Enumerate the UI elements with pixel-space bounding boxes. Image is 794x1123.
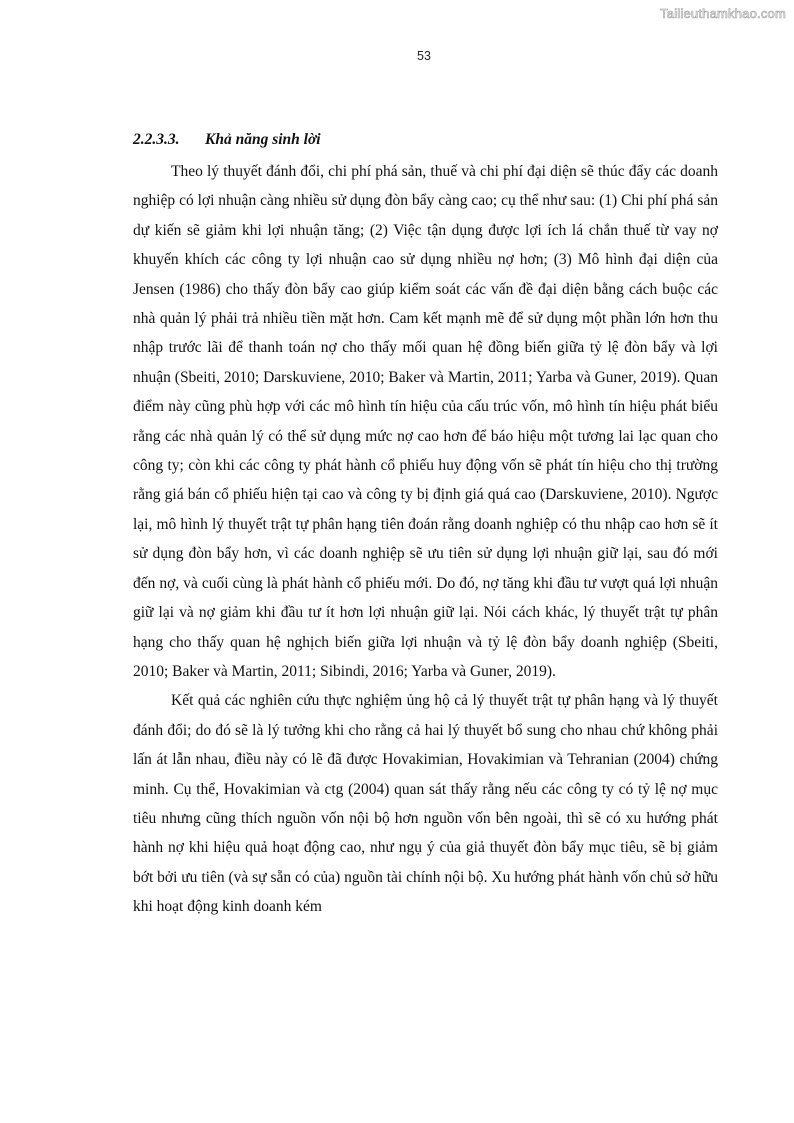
watermark: Tailieuthamkhao.com [660,6,786,21]
section-number: 2.2.3.3. [133,131,180,148]
paragraph: Theo lý thuyết đánh đổi, chi phí phá sản, thuế và chi phí đại diện sẽ thúc đẩy các doanh nghiệp có lợi nhuận càng nhiều sử dụng đòn bẩy càng cao; cụ thể như sau: (1) Chi phí phá sản dự kiến sẽ giảm khi lợi nhuận tăng; (2) Việc tận dụng được lợi ích lá chắn thuế từ vay nợ khuyến khích các công ty lợi nhuận cao sử dụng nhiều nợ hơn; (3) Mô hình đại diện của Jensen (1986) cho thấy đòn bẩy cao giúp kiểm soát các vấn đề đại diện bằng cách buộc các nhà quản lý phải trả nhiều tiền mặt hơn. Cam kết mạnh mẽ để sử dụng một phần lớn hơn thu nhập trước lãi để thanh toán nợ cho thấy mối quan hệ đồng biến giữa tỷ lệ đòn bẩy và lợi nhuận (Sbeiti, 2010; Darskuviene, 2010; Baker và Martin, 2011; Yarba và Guner, 2019). Quan điểm này cũng phù hợp với các mô hình tín hiệu của cấu trúc vốn, mô hình tín hiệu phát biểu rằng các nhà quản lý có thể sử dụng mức nợ cao hơn để báo hiệu một tương lai lạc quan cho công ty; còn khi các công ty phát hành cổ phiếu huy động vốn sẽ phát tín hiệu cho thị trường rằng giá bán cổ phiếu hiện tại cao và công ty bị định giá quá cao (Darskuviene, 2010). Ngược lại, mô hình lý thuyết trật tự phân hạng tiên đoán rằng doanh nghiệp có thu nhập cao hơn sẽ ít sử dụng đòn bẩy hơn, vì các doanh nghiệp sẽ ưu tiên sử dụng lợi nhuận giữ lại, sau đó mới đến nợ, và cuối cùng là phát hành cổ phiếu mới. Do đó, nợ tăng khi đầu tư vượt quá lợi nhuận giữ lại và nợ giảm khi đầu tư ít hơn lợi nhuận giữ lại. Nói cách khác, lý thuyết trật tự phân hạng cho thấy quan hệ nghịch biến giữa lợi nhuận và tỷ lệ đòn bẩy doanh nghiệp (Sbeiti, 2010; Baker và Martin, 2011; Sibindi, 2016; Yarba và Guner, 2019). [133,163,718,680]
section-title: Khả năng sinh lời [205,131,321,148]
page-number: 53 [417,49,431,63]
document-body [133,130,718,922]
section-heading [133,130,718,149]
paragraph: Kết quả các nghiên cứu thực nghiệm ủng hộ cả lý thuyết trật tự phân hạng và lý thuyết đánh đổi; do đó sẽ là lý tưởng khi cho rằng cả hai lý thuyết bổ sung cho nhau chứ không phải lấn át lẫn nhau, điều này có lẽ đã được Hovakimian, Hovakimian và Tehranian (2004) chứng minh. Cụ thể, Hovakimian và ctg (2004) quan sát thấy rằng nếu các công ty có tỷ lệ nợ mục tiêu nhưng cũng thích nguồn vốn nội bộ hơn nguồn vốn bên ngoài, thì sẽ có xu hướng phát hành nợ khi hiệu quả hoạt động cao, như ngụ ý của giả thuyết đòn bẩy mục tiêu, sẽ bị giảm bớt bởi ưu tiên (và sự sẵn có của) nguồn tài chính nội bộ. Xu hướng phát hành vốn chủ sở hữu khi hoạt động kinh doanh kém [133,692,718,916]
